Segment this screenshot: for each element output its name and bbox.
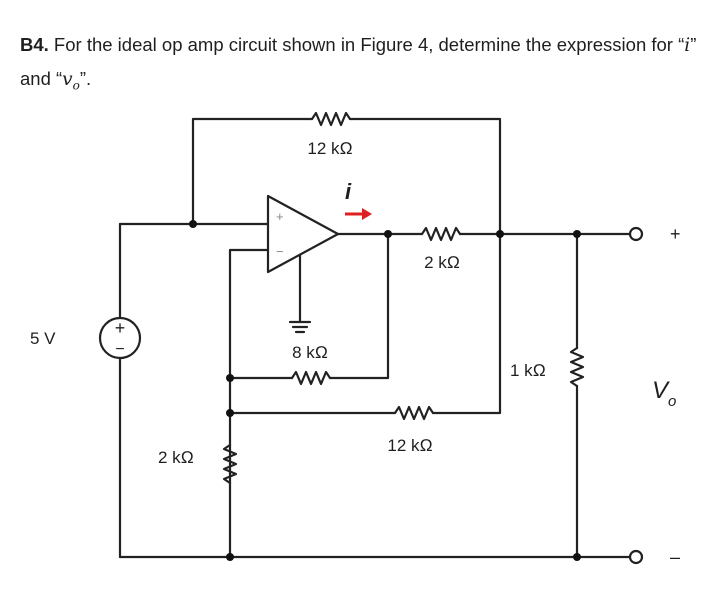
resistor-8k <box>292 372 330 384</box>
terminal-minus-label: – <box>670 547 681 567</box>
opamp-plus-sign: + <box>276 209 284 224</box>
variable-vo: $v_o$ <box>62 69 80 93</box>
wire-8k-right <box>330 234 388 378</box>
label-12k-top: 12 kΩ <box>307 139 353 158</box>
question-line1: For the ideal op amp circuit shown in Figure 4, determine the expression for “ <box>48 34 685 55</box>
ground-symbol <box>290 322 310 332</box>
label-8k: 8 kΩ <box>292 343 328 362</box>
label-2k-ground: 2 kΩ <box>158 448 194 467</box>
question-number: B4. <box>20 34 49 55</box>
current-arrow <box>345 208 372 220</box>
resistor-12k-lower <box>395 407 433 419</box>
label-12k-lower: 12 kΩ <box>387 436 433 455</box>
wire-top-left <box>193 119 312 224</box>
terminal-plus-circle <box>630 228 642 240</box>
source-minus-sign: − <box>115 341 125 358</box>
label-current-i: i <box>344 179 352 204</box>
wire-minus-input <box>230 250 268 557</box>
label-2k-output: 2 kΩ <box>424 253 460 272</box>
opamp-triangle <box>268 196 338 272</box>
variable-i: i <box>684 35 691 56</box>
label-source-5v: 5 V <box>30 329 56 348</box>
question-end: ”. <box>79 68 92 89</box>
question-line2: and “ <box>20 68 63 89</box>
label-vo: $V_o$ <box>652 377 677 410</box>
terminal-minus-circle <box>630 551 642 563</box>
resistor-1k-load <box>571 348 583 386</box>
terminal-plus-label: + <box>670 224 681 244</box>
label-1k-load: 1 kΩ <box>510 361 546 380</box>
wire-top-right <box>350 119 500 234</box>
source-plus-sign: + <box>114 318 126 338</box>
opamp-minus-sign: − <box>276 244 284 259</box>
resistor-12k-top <box>312 113 350 125</box>
resistor-2k-output <box>422 228 460 240</box>
question-quote-close: ” <box>690 34 697 55</box>
junction-dots <box>189 220 581 561</box>
